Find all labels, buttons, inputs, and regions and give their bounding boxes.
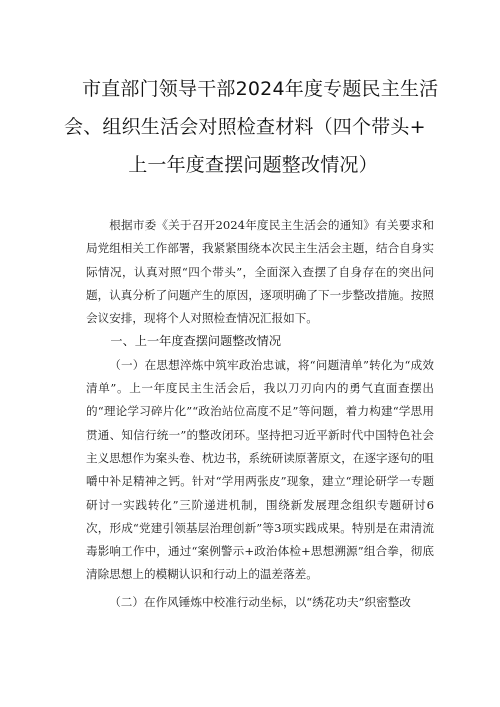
body-paragraph-2: （二）在作风锤炼中校准行动坐标，以“绣花功夫”织密整改 — [109, 594, 411, 609]
title-line-2: 会、组织生活会对照检查材料（四个带头+ — [64, 116, 426, 138]
document-body — [86, 214, 434, 614]
section-heading-1: 一、上一年度查摆问题整改情况 — [110, 334, 282, 349]
body-paragraph-1: （一）在思想淬炼中筑牢政治忠诚，将“问题清单”转化为“成效清单”。上一年度民主生活会后，我以刀刃向内的勇气直面查摆出的“理论学习碎片化”“政治站位高度不足”等问题，着力构建“学思用贯通、知信行统一”的整改闭环。坚持把习近平新时代中国特色社会主义思想作为案头卷、枕边书，系统研读原著原文，在逐字逐句的咀嚼中补足精神之钙。针对“学用两张皮”现象，建立“理论研学一专题研讨一实践转化”三阶递进机制，围绕新发展理念组织专题研讨6次，形成“党建引领基层治理创新”等3项实践成果。特别是在肃清流毒影响工作中，通过“案例警示+政治体检+思想溯源”组合拳，彻底清除思想上的模糊认识和行动上的温差落差。 — [86, 357, 434, 582]
title-line-3: 上一年度查摆问题整改情况） — [128, 154, 378, 176]
document-title — [64, 0, 439, 184]
intro-paragraph: 根据市委《关于召开2024年度民主生活会的通知》有关要求和局党组相关工作部署，我紧紧围绕本次民主生活会主题，结合自身实际情况，认真对照“四个带头”，全面深入查摆了自身存在的突出问题，认真分析了问题产生的原因，逐项明确了下一步整改措施。按照会议安排，现将个人对照检查情况汇报如下。 — [86, 218, 434, 326]
title-line-1: 市直部门领导干部2024年度专题民主生活 — [82, 78, 439, 100]
